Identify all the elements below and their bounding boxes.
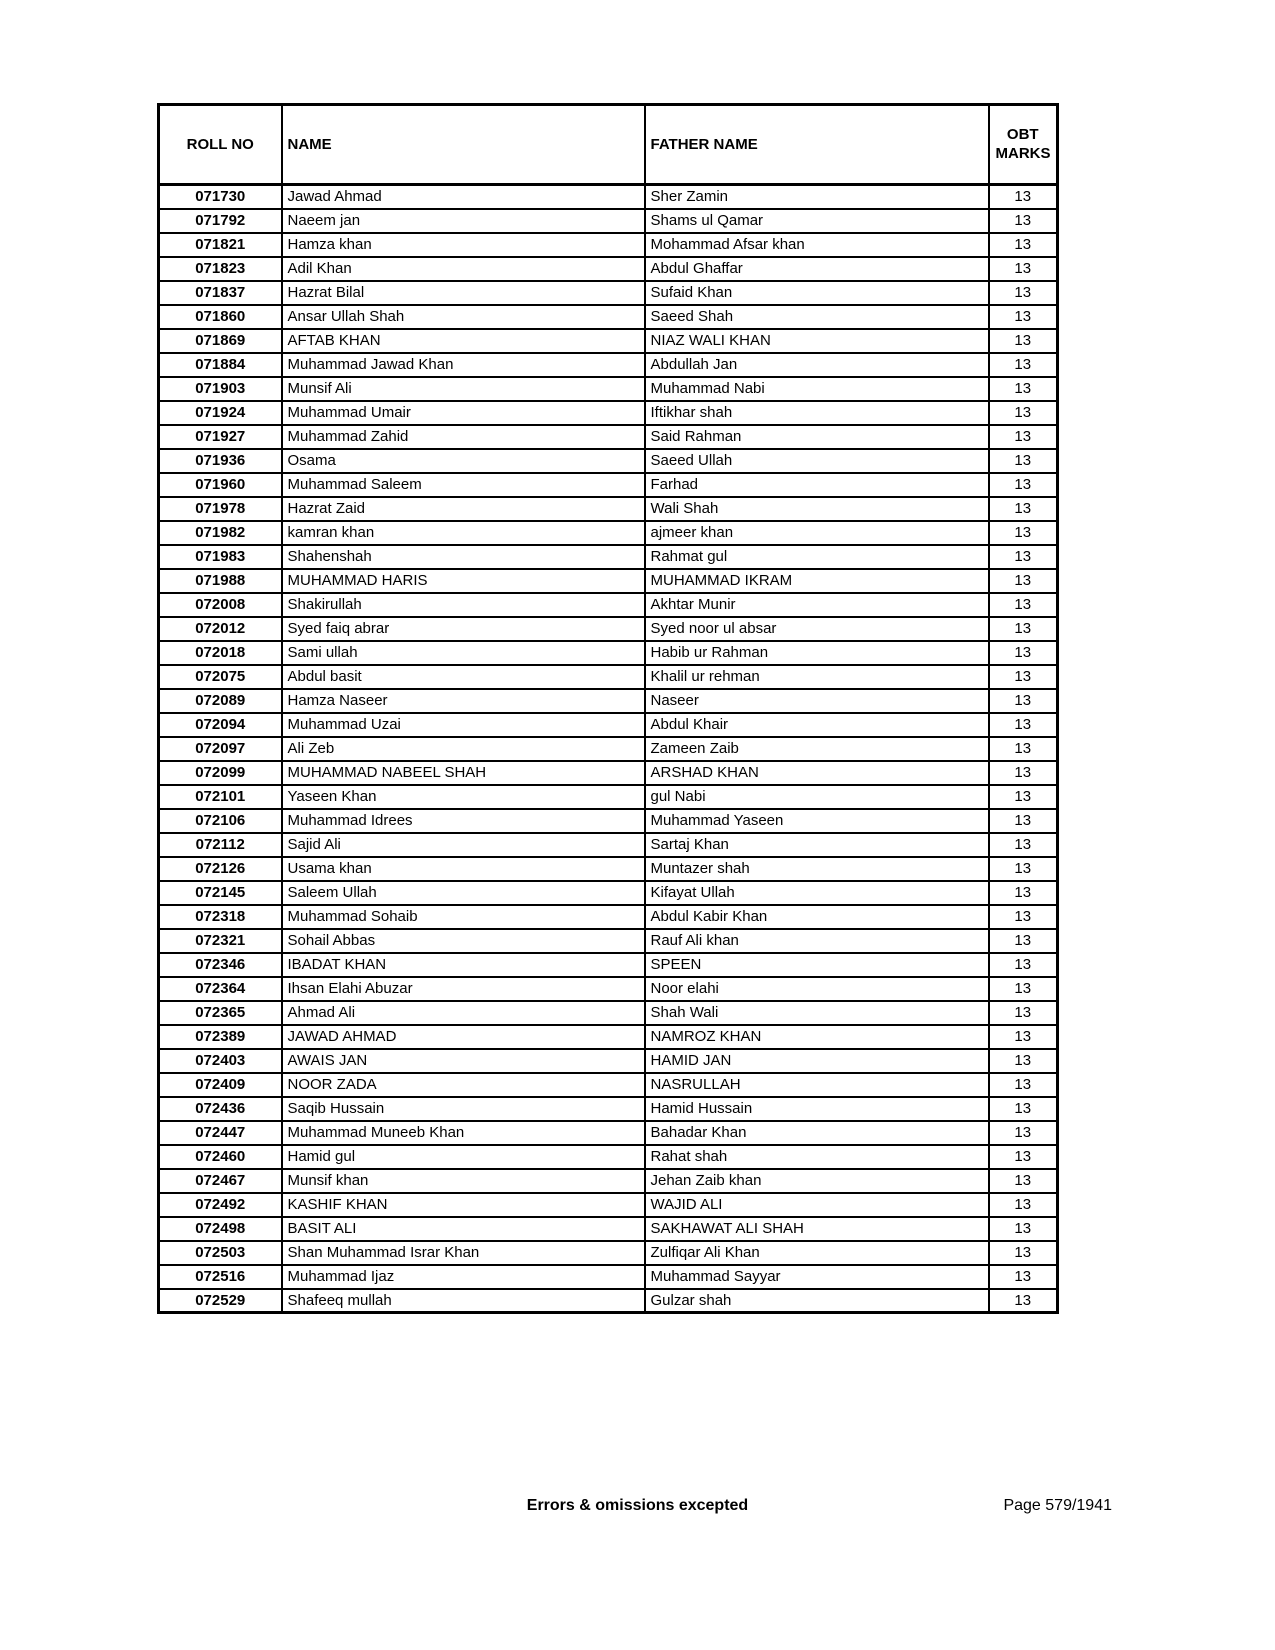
roll-no-cell: 072346	[159, 953, 282, 977]
father-name-cell: Muntazer shah	[645, 857, 989, 881]
obt-marks-cell: 13	[989, 497, 1058, 521]
obt-marks-cell: 13	[989, 1217, 1058, 1241]
obt-marks-cell: 13	[989, 809, 1058, 833]
name-cell: Muhammad Ijaz	[282, 1265, 645, 1289]
father-name-cell: Abdul Ghaffar	[645, 257, 989, 281]
roll-no-cell: 071960	[159, 473, 282, 497]
table-row	[159, 401, 1058, 425]
roll-no-cell: 071936	[159, 449, 282, 473]
name-cell: Sajid Ali	[282, 833, 645, 857]
table-row	[159, 977, 1058, 1001]
father-name-cell: Sufaid Khan	[645, 281, 989, 305]
father-name-cell: Shams ul Qamar	[645, 209, 989, 233]
obt-marks-cell: 13	[989, 329, 1058, 353]
roll-no-cell: 071792	[159, 209, 282, 233]
roll-no-cell: 072364	[159, 977, 282, 1001]
roll-no-cell: 072460	[159, 1145, 282, 1169]
obt-marks-cell: 13	[989, 785, 1058, 809]
obt-marks-cell: 13	[989, 1265, 1058, 1289]
father-name-cell: Naseer	[645, 689, 989, 713]
name-cell: Naeem jan	[282, 209, 645, 233]
name-cell: BASIT ALI	[282, 1217, 645, 1241]
father-name-cell: MUHAMMAD IKRAM	[645, 569, 989, 593]
name-cell: Muhammad Zahid	[282, 425, 645, 449]
obt-marks-cell: 13	[989, 401, 1058, 425]
table-row	[159, 1169, 1058, 1193]
header-row	[159, 105, 1058, 185]
roll-no-cell: 072529	[159, 1289, 282, 1313]
name-cell: IBADAT KHAN	[282, 953, 645, 977]
footer-page-number: Page 579/1941	[1003, 1497, 1112, 1514]
obt-marks-cell: 13	[989, 1289, 1058, 1313]
name-cell: Hazrat Zaid	[282, 497, 645, 521]
roll-no-cell: 072008	[159, 593, 282, 617]
roll-no-cell: 071823	[159, 257, 282, 281]
obt-marks-cell: 13	[989, 1193, 1058, 1217]
table-row	[159, 185, 1058, 209]
obt-marks-cell: 13	[989, 281, 1058, 305]
table-row	[159, 785, 1058, 809]
roll-no-cell: 072436	[159, 1097, 282, 1121]
father-name-cell: Muhammad Yaseen	[645, 809, 989, 833]
table-row	[159, 425, 1058, 449]
table-row	[159, 1121, 1058, 1145]
father-name-cell: Saeed Ullah	[645, 449, 989, 473]
table-row	[159, 617, 1058, 641]
obt-marks-cell: 13	[989, 545, 1058, 569]
table-body	[159, 185, 1058, 1313]
name-cell: Abdul basit	[282, 665, 645, 689]
table-row	[159, 737, 1058, 761]
father-name-cell: NIAZ WALI KHAN	[645, 329, 989, 353]
name-cell: Ali Zeb	[282, 737, 645, 761]
table-row	[159, 593, 1058, 617]
roll-no-cell: 071978	[159, 497, 282, 521]
obt-marks-cell: 13	[989, 1169, 1058, 1193]
obt-marks-cell: 13	[989, 857, 1058, 881]
roll-no-cell: 071730	[159, 185, 282, 209]
table-row	[159, 857, 1058, 881]
name-cell: Ihsan Elahi Abuzar	[282, 977, 645, 1001]
table-header	[159, 105, 1058, 185]
name-cell: Muhammad Umair	[282, 401, 645, 425]
father-name-cell: Jehan Zaib khan	[645, 1169, 989, 1193]
footer-note: Errors & omissions excepted	[526, 1497, 749, 1514]
table-row	[159, 1073, 1058, 1097]
table-row	[159, 641, 1058, 665]
roll-no-cell: 072318	[159, 905, 282, 929]
roll-no-cell: 072403	[159, 1049, 282, 1073]
obt-marks-cell: 13	[989, 569, 1058, 593]
roll-no-cell: 072145	[159, 881, 282, 905]
father-name-cell: Akhtar Munir	[645, 593, 989, 617]
father-name-cell: Abdullah Jan	[645, 353, 989, 377]
roll-no-cell: 071924	[159, 401, 282, 425]
father-name-cell: ajmeer khan	[645, 521, 989, 545]
roll-no-cell: 072467	[159, 1169, 282, 1193]
obt-marks-cell: 13	[989, 713, 1058, 737]
table-row	[159, 1217, 1058, 1241]
obt-marks-cell: 13	[989, 305, 1058, 329]
obt-marks-cell: 13	[989, 1025, 1058, 1049]
table-row	[159, 281, 1058, 305]
roll-no-cell: 072492	[159, 1193, 282, 1217]
roll-no-cell: 071927	[159, 425, 282, 449]
roll-no-cell: 071837	[159, 281, 282, 305]
table-row	[159, 689, 1058, 713]
roll-no-cell: 071884	[159, 353, 282, 377]
table-row	[159, 329, 1058, 353]
father-name-cell: Noor elahi	[645, 977, 989, 1001]
table-row	[159, 1241, 1058, 1265]
name-cell: Osama	[282, 449, 645, 473]
obt-marks-cell: 13	[989, 449, 1058, 473]
name-cell: MUHAMMAD HARIS	[282, 569, 645, 593]
name-cell: Ansar Ullah Shah	[282, 305, 645, 329]
father-name-cell: Wali Shah	[645, 497, 989, 521]
name-cell: Munsif khan	[282, 1169, 645, 1193]
name-cell: KASHIF KHAN	[282, 1193, 645, 1217]
roll-no-cell: 072101	[159, 785, 282, 809]
obt-marks-cell: 13	[989, 689, 1058, 713]
table-row	[159, 1001, 1058, 1025]
obt-marks-cell: 13	[989, 905, 1058, 929]
name-cell: Muhammad Idrees	[282, 809, 645, 833]
father-name-cell: Gulzar shah	[645, 1289, 989, 1313]
roll-no-cell: 072097	[159, 737, 282, 761]
table-row	[159, 449, 1058, 473]
roll-no-cell: 072012	[159, 617, 282, 641]
header-name: NAME	[282, 105, 645, 185]
obt-marks-cell: 13	[989, 1001, 1058, 1025]
table-row	[159, 881, 1058, 905]
header-father-name: FATHER NAME	[645, 105, 989, 185]
father-name-cell: Muhammad Nabi	[645, 377, 989, 401]
name-cell: kamran khan	[282, 521, 645, 545]
obt-marks-cell: 13	[989, 473, 1058, 497]
obt-marks-cell: 13	[989, 881, 1058, 905]
father-name-cell: Sartaj Khan	[645, 833, 989, 857]
obt-marks-cell: 13	[989, 521, 1058, 545]
name-cell: JAWAD AHMAD	[282, 1025, 645, 1049]
table-row	[159, 929, 1058, 953]
table-row	[159, 353, 1058, 377]
roll-no-cell: 072106	[159, 809, 282, 833]
roll-no-cell: 072365	[159, 1001, 282, 1025]
obt-marks-cell: 13	[989, 233, 1058, 257]
father-name-cell: SAKHAWAT ALI SHAH	[645, 1217, 989, 1241]
table-row	[159, 569, 1058, 593]
table-row	[159, 209, 1058, 233]
table-row	[159, 713, 1058, 737]
roll-no-cell: 072112	[159, 833, 282, 857]
father-name-cell: Saeed Shah	[645, 305, 989, 329]
name-cell: Hazrat Bilal	[282, 281, 645, 305]
father-name-cell: Shah Wali	[645, 1001, 989, 1025]
name-cell: MUHAMMAD NABEEL SHAH	[282, 761, 645, 785]
name-cell: Syed faiq abrar	[282, 617, 645, 641]
obt-marks-cell: 13	[989, 377, 1058, 401]
father-name-cell: WAJID ALI	[645, 1193, 989, 1217]
roll-no-cell: 071903	[159, 377, 282, 401]
table-row	[159, 1049, 1058, 1073]
table-row	[159, 377, 1058, 401]
father-name-cell: SPEEN	[645, 953, 989, 977]
father-name-cell: Kifayat Ullah	[645, 881, 989, 905]
name-cell: Yaseen Khan	[282, 785, 645, 809]
roll-no-cell: 071982	[159, 521, 282, 545]
obt-marks-cell: 13	[989, 185, 1058, 209]
name-cell: Muhammad Muneeb Khan	[282, 1121, 645, 1145]
roll-no-cell: 072389	[159, 1025, 282, 1049]
obt-marks-cell: 13	[989, 425, 1058, 449]
header-obt-marks: OBT MARKS	[989, 105, 1058, 185]
roll-no-cell: 072018	[159, 641, 282, 665]
obt-marks-cell: 13	[989, 641, 1058, 665]
table-row	[159, 233, 1058, 257]
name-cell: Shakirullah	[282, 593, 645, 617]
name-cell: NOOR ZADA	[282, 1073, 645, 1097]
obt-marks-cell: 13	[989, 617, 1058, 641]
roll-no-cell: 072409	[159, 1073, 282, 1097]
obt-marks-cell: 13	[989, 209, 1058, 233]
name-cell: Shafeeq mullah	[282, 1289, 645, 1313]
table-row	[159, 473, 1058, 497]
table-row	[159, 545, 1058, 569]
name-cell: Munsif Ali	[282, 377, 645, 401]
father-name-cell: Said Rahman	[645, 425, 989, 449]
obt-marks-cell: 13	[989, 929, 1058, 953]
name-cell: Hamza Naseer	[282, 689, 645, 713]
father-name-cell: ARSHAD KHAN	[645, 761, 989, 785]
obt-marks-cell: 13	[989, 593, 1058, 617]
table-row	[159, 521, 1058, 545]
name-cell: Adil Khan	[282, 257, 645, 281]
roll-no-cell: 072099	[159, 761, 282, 785]
obt-marks-cell: 13	[989, 737, 1058, 761]
name-cell: Hamza khan	[282, 233, 645, 257]
obt-marks-cell: 13	[989, 665, 1058, 689]
table-row	[159, 665, 1058, 689]
father-name-cell: Syed noor ul absar	[645, 617, 989, 641]
father-name-cell: Habib ur Rahman	[645, 641, 989, 665]
obt-marks-cell: 13	[989, 1145, 1058, 1169]
father-name-cell: gul Nabi	[645, 785, 989, 809]
obt-marks-cell: 13	[989, 1097, 1058, 1121]
father-name-cell: Rahat shah	[645, 1145, 989, 1169]
father-name-cell: Abdul Khair	[645, 713, 989, 737]
roll-no-cell: 072094	[159, 713, 282, 737]
name-cell: AFTAB KHAN	[282, 329, 645, 353]
table-row	[159, 497, 1058, 521]
table-row	[159, 1097, 1058, 1121]
name-cell: Hamid gul	[282, 1145, 645, 1169]
father-name-cell: Zameen Zaib	[645, 737, 989, 761]
father-name-cell: NAMROZ KHAN	[645, 1025, 989, 1049]
father-name-cell: Rahmat gul	[645, 545, 989, 569]
father-name-cell: Farhad	[645, 473, 989, 497]
roll-no-cell: 071988	[159, 569, 282, 593]
name-cell: Saleem Ullah	[282, 881, 645, 905]
father-name-cell: HAMID JAN	[645, 1049, 989, 1073]
father-name-cell: Sher Zamin	[645, 185, 989, 209]
results-table	[157, 103, 1059, 1314]
table-row	[159, 953, 1058, 977]
obt-marks-cell: 13	[989, 761, 1058, 785]
obt-marks-cell: 13	[989, 833, 1058, 857]
roll-no-cell: 072516	[159, 1265, 282, 1289]
name-cell: Jawad Ahmad	[282, 185, 645, 209]
name-cell: Saqib Hussain	[282, 1097, 645, 1121]
father-name-cell: Muhammad Sayyar	[645, 1265, 989, 1289]
obt-marks-cell: 13	[989, 257, 1058, 281]
father-name-cell: NASRULLAH	[645, 1073, 989, 1097]
name-cell: Ahmad Ali	[282, 1001, 645, 1025]
table-row	[159, 833, 1058, 857]
table-row	[159, 1265, 1058, 1289]
roll-no-cell: 071821	[159, 233, 282, 257]
table-row	[159, 761, 1058, 785]
obt-marks-cell: 13	[989, 1121, 1058, 1145]
father-name-cell: Hamid Hussain	[645, 1097, 989, 1121]
name-cell: Sami ullah	[282, 641, 645, 665]
father-name-cell: Bahadar Khan	[645, 1121, 989, 1145]
roll-no-cell: 071869	[159, 329, 282, 353]
table-row	[159, 305, 1058, 329]
roll-no-cell: 072503	[159, 1241, 282, 1265]
roll-no-cell: 071983	[159, 545, 282, 569]
name-cell: AWAIS JAN	[282, 1049, 645, 1073]
father-name-cell: Khalil ur rehman	[645, 665, 989, 689]
roll-no-cell: 072089	[159, 689, 282, 713]
roll-no-cell: 071860	[159, 305, 282, 329]
name-cell: Shan Muhammad Israr Khan	[282, 1241, 645, 1265]
name-cell: Sohail Abbas	[282, 929, 645, 953]
roll-no-cell: 072126	[159, 857, 282, 881]
father-name-cell: Mohammad Afsar khan	[645, 233, 989, 257]
name-cell: Usama khan	[282, 857, 645, 881]
table-row	[159, 1193, 1058, 1217]
father-name-cell: Rauf Ali khan	[645, 929, 989, 953]
roll-no-cell: 072447	[159, 1121, 282, 1145]
obt-marks-cell: 13	[989, 977, 1058, 1001]
obt-marks-cell: 13	[989, 1241, 1058, 1265]
obt-marks-cell: 13	[989, 1073, 1058, 1097]
roll-no-cell: 072321	[159, 929, 282, 953]
table-row	[159, 1289, 1058, 1313]
name-cell: Muhammad Jawad Khan	[282, 353, 645, 377]
table-row	[159, 1145, 1058, 1169]
roll-no-cell: 072075	[159, 665, 282, 689]
father-name-cell: Abdul Kabir Khan	[645, 905, 989, 929]
name-cell: Muhammad Sohaib	[282, 905, 645, 929]
table-row	[159, 1025, 1058, 1049]
table-row	[159, 905, 1058, 929]
obt-marks-cell: 13	[989, 953, 1058, 977]
header-roll-no: ROLL NO	[159, 105, 282, 185]
table-row	[159, 809, 1058, 833]
table-row	[159, 257, 1058, 281]
father-name-cell: Iftikhar shah	[645, 401, 989, 425]
obt-marks-cell: 13	[989, 353, 1058, 377]
obt-marks-cell: 13	[989, 1049, 1058, 1073]
name-cell: Muhammad Saleem	[282, 473, 645, 497]
name-cell: Shahenshah	[282, 545, 645, 569]
father-name-cell: Zulfiqar Ali Khan	[645, 1241, 989, 1265]
roll-no-cell: 072498	[159, 1217, 282, 1241]
name-cell: Muhammad Uzai	[282, 713, 645, 737]
